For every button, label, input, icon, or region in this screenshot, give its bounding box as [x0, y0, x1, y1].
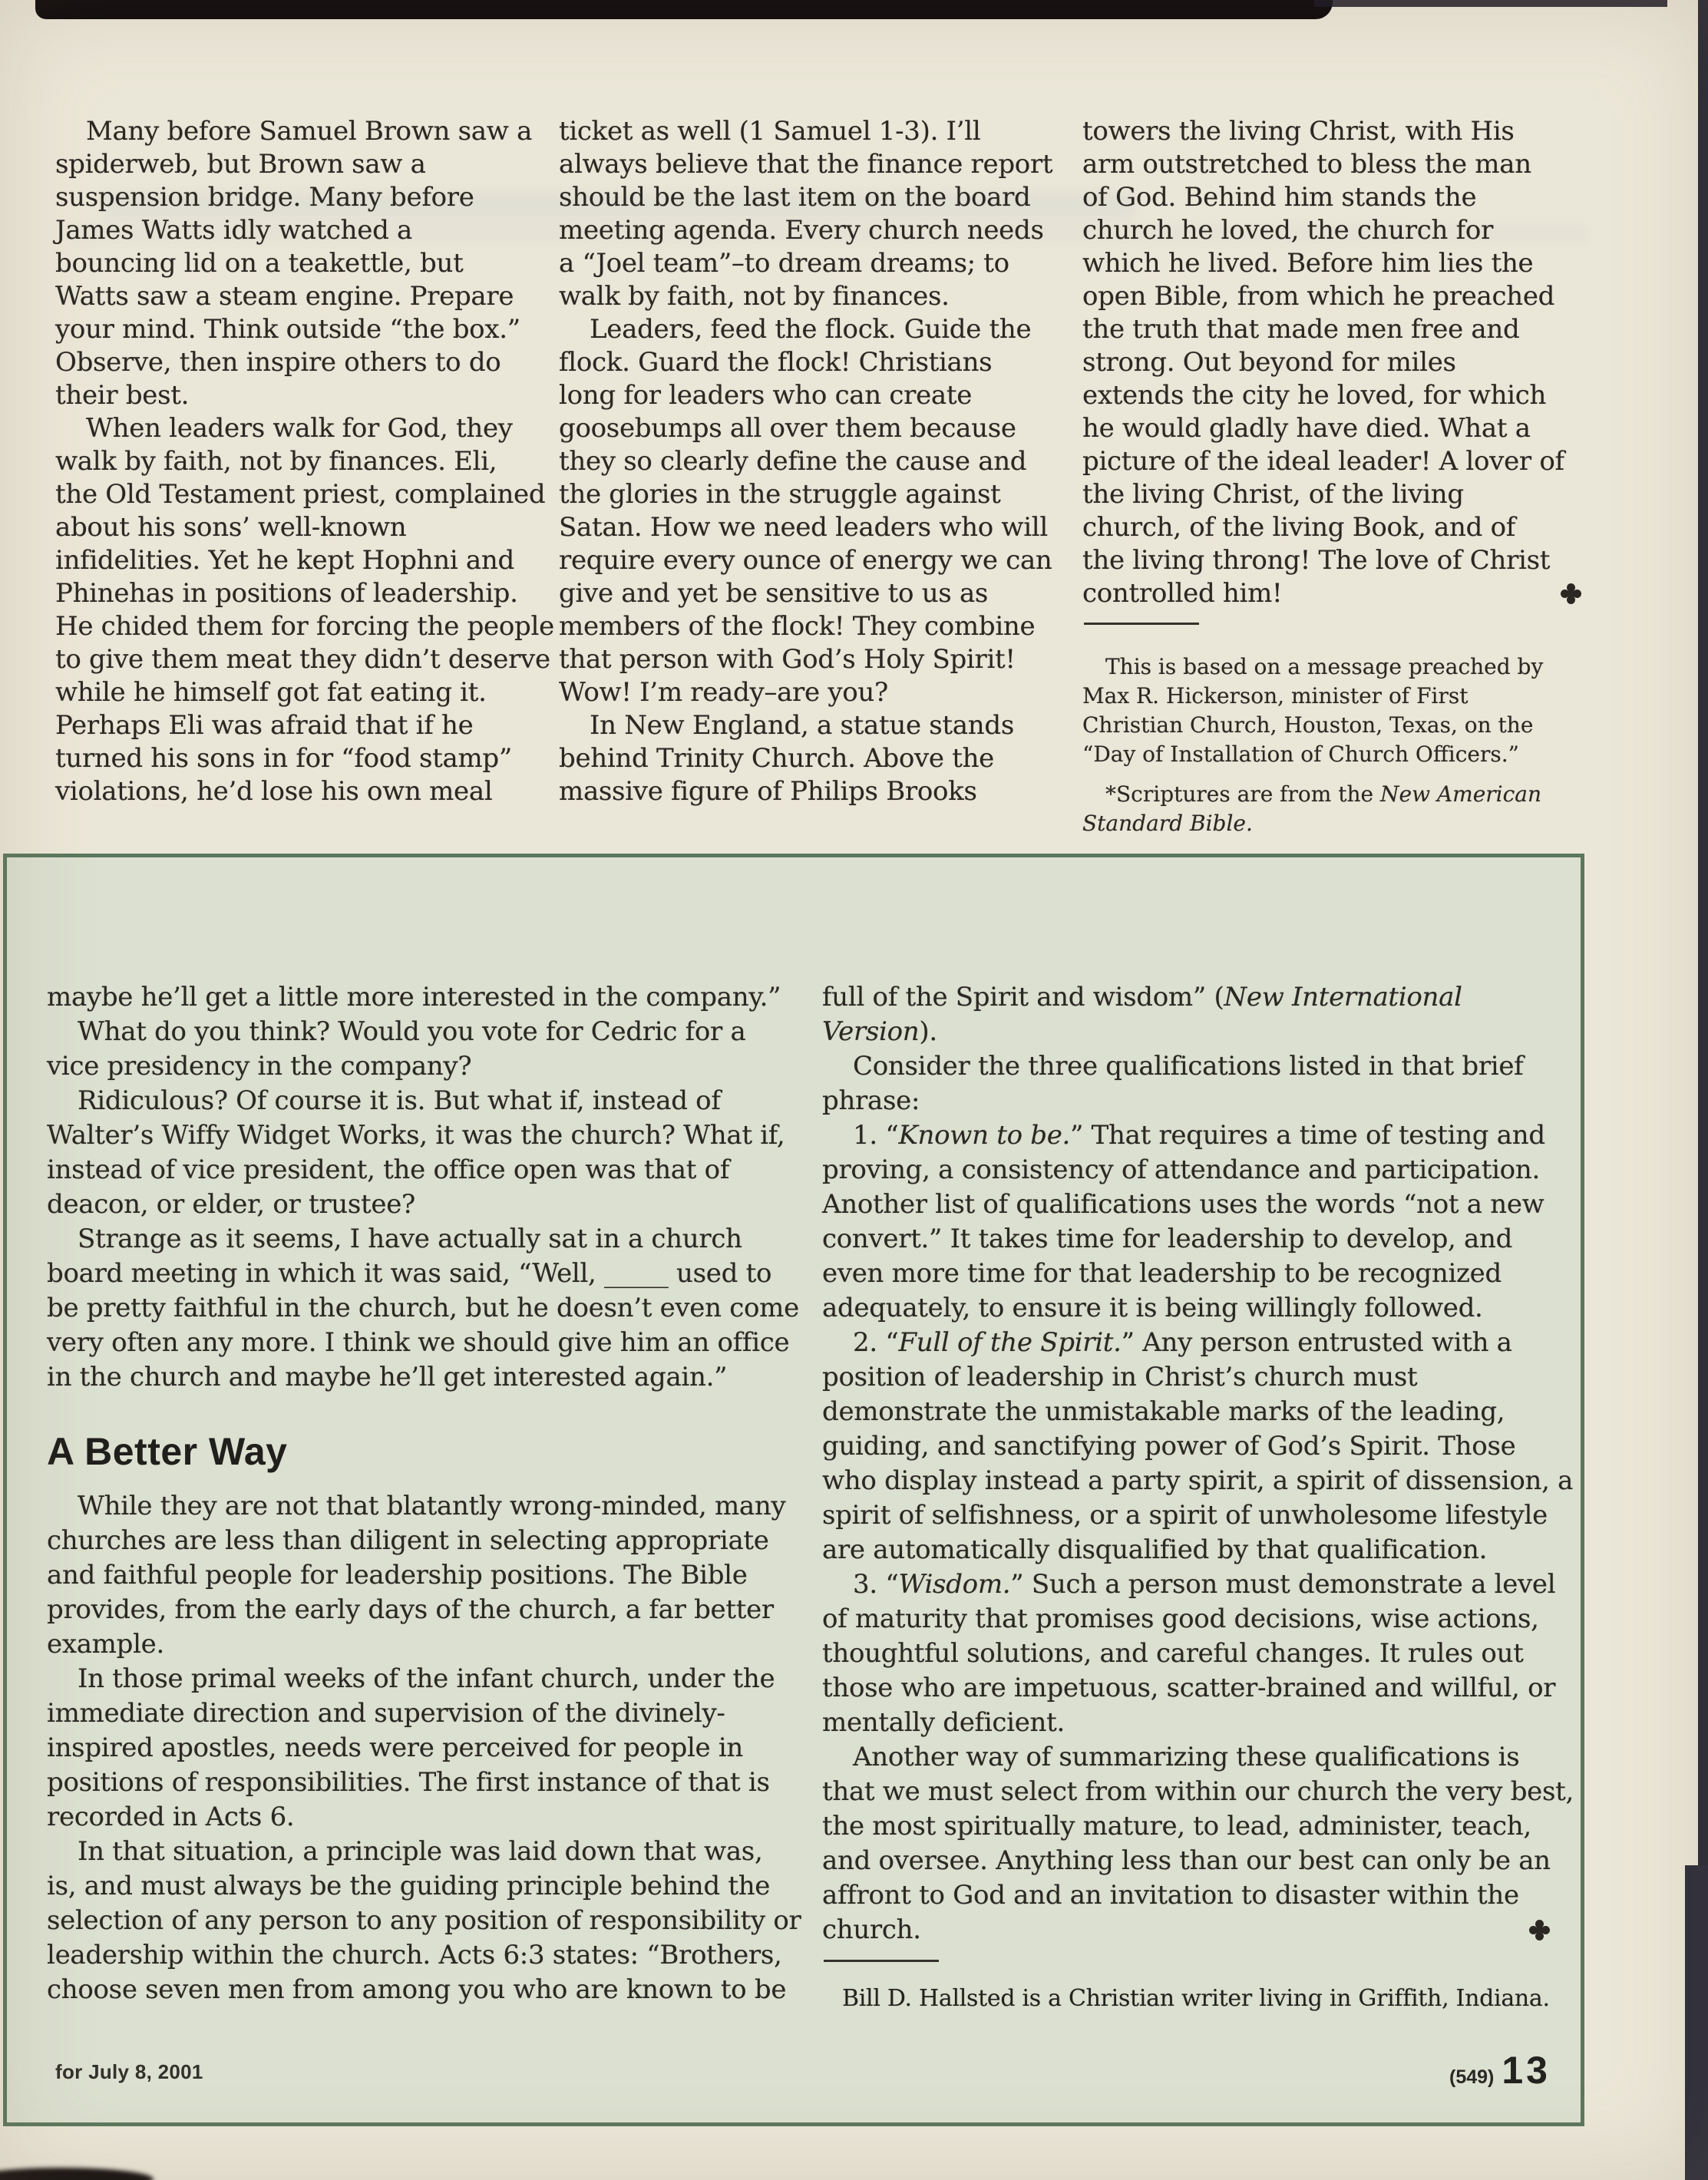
page-number: 13 — [1502, 2049, 1551, 2092]
attribution-divider — [824, 1960, 939, 1962]
footnote-divider — [1084, 623, 1199, 625]
page-number-group — [1449, 2048, 1551, 2092]
box-last-line: church. — [822, 1914, 921, 1945]
box-left-text-bottom: While they are not that blatantly wrong-minded, many churches are less than diligent in selecting appropriate and faithful people for leadership positions. The Bible provides, from the early days of the church, a far better example. In those primal weeks of the infant church, under the immediate direction and supervision of the divinely- inspired apostles, needs were perceived for people in positions of responsibilities. The first instance of that is recorded in Acts 6. In that situation, a principle was laid down that was, is, and must always be the guiding principle behind the selection of any person to any position of responsibility or leadership within the church. Acts 6:3 states: “Brothers, choose seven men from among you who are known to be — [47, 1491, 801, 2005]
box-column-left — [47, 980, 801, 2007]
article-column-3-text: towers the living Christ, with His arm outstretched to bless the man of God. Behind him stands the church he loved, the church for which he lived. Before him lies the open Bible, from which he preached the truth that made men free and strong. Out beyond for miles extends the city he loved, for which he would gladly have died. What a picture of the ideal leader! A lover of the living Christ, of the living church, of the living Book, and of the living throng! The love of Christ — [1082, 116, 1564, 576]
feature-box — [3, 854, 1584, 2126]
article-column-1: Many before Samuel Brown saw a spiderweb, but Brown saw a suspension bridge. Many before James Watts idly watched a bouncing lid on a teakettle, but Watts saw a steam engine. Prepare your mind. Think outside “the box.” Observe, then inspire others to do their best. When leaders walk for God, they walk by faith, not by finances. Eli, the Old Testament priest, complained about his sons’ well-known infidelities. Yet he kept Hophni and Phinehas in positions of leadership. He chided them for forcing the people to give them meat they didn’t deserve while he himself got fat eating it. Perhaps Eli was afraid that if he turned his sons in for “food stamp” violations, he’d lose his own meal — [55, 116, 554, 807]
author-attribution: Bill D. Hallsted is a Christian writer living in Griffith, Indiana. — [842, 1985, 1550, 2012]
box-right-text: full of the Spirit and wisdom” (New International Version). Consider the three qualifications listed in that brief phrase: 1. “Known to be.” That requires a time of testing and proving, a consistency of attendance and participation. Another list of qualifications uses the words “not a new convert.” It takes time for leadership to develop, and even more time for that leadership to be recognized adequately, to ensure it is being willingly followed. 2. “Full of the Spirit.” Any person entrusted with a position of leadership in Christ’s church must demonstrate the unmistakable marks of the leading, guiding, and sanctifying power of God’s Spirit. Those who display instead a party spirit, a spirit of dissension, a spirit of selfishness, or a spirit of unwholesome lifestyle are automatically disqualified by that qualification. 3. “Wisdom.” Such a person must demonstrate a level of maturity that promises good decisions, wise actions, thoughtful solutions, and careful changes. It rules out those who are impetuous, scatter-brained and willful, or mentally deficient. Another way of summarizing these qualifications is that we must select from within our church the very best, the most spiritually mature, to lead, administer, teach, and oversee. Anything less than our best can only be an affront to God and an invitation to disaster within the — [822, 982, 1574, 1911]
quatrefoil-end-mark-icon — [1529, 1920, 1550, 1941]
page-code: (549) — [1449, 2066, 1495, 2088]
box-column-right — [822, 980, 1574, 2014]
scan-edge-top — [35, 0, 1333, 19]
box-left-text-top: maybe he’ll get a little more interested in the company.” What do you think? Would you vote for Cedric for a vice presidency in the company? Ridiculous? Of course it is. But what if, instead of Walter’s Wiffy Widget Works, it was the church? What if, instead of vice president, the office open was that of deacon, or elder, or trustee? Strange as it seems, I have actually sat in a church board meeting in which it was said, “Well, _____ used to be pretty faithful in the church, but he doesn’t even come very often any more. I think we should give him an office in the church and maybe he’ll get interested again.” — [47, 982, 799, 1392]
article-footnotes: This is based on a message preached by Max R. Hickerson, minister of First Christian Church, Houston, Texas, on the “Day of Installation of Church Officers.” *Scriptures are from the New American Standard Bible. — [1082, 654, 1544, 836]
scan-edge-top-thin — [1314, 0, 1667, 7]
scan-shadow-bottom-left — [0, 2168, 154, 2180]
scan-edge-right-bottom — [1685, 1865, 1708, 2180]
scan-edge-right — [1698, 0, 1708, 2180]
quatrefoil-end-mark-icon — [1561, 583, 1581, 604]
footer-issue-date: for July 8, 2001 — [55, 2060, 203, 2083]
article-last-line: controlled him! — [1082, 578, 1283, 609]
article-column-2: ticket as well (1 Samuel 1-3). I’ll always believe that the finance report should be the last item on the board meeting agenda. Every church needs a “Joel team”–to dream dreams; to walk by faith, not by finances. Leaders, feed the flock. Guide the flock. Guard the flock! Christians long for leaders who can create goosebumps all over them because they so clearly define the cause and the glories in the struggle against Satan. How we need leaders who will require every ounce of energy we can give and yet be sensitive to us as members of the flock! They combine that person with God’s Holy Spirit! Wow! I’m ready–are you? In New England, a statue stands behind Trinity Church. Above the massive figure of Philips Brooks — [559, 116, 1053, 807]
box-end-line — [822, 1913, 1550, 1947]
section-heading: A Better Way — [47, 1430, 288, 1473]
article-column-3 — [1082, 115, 1583, 849]
article-end-line — [1082, 577, 1581, 610]
